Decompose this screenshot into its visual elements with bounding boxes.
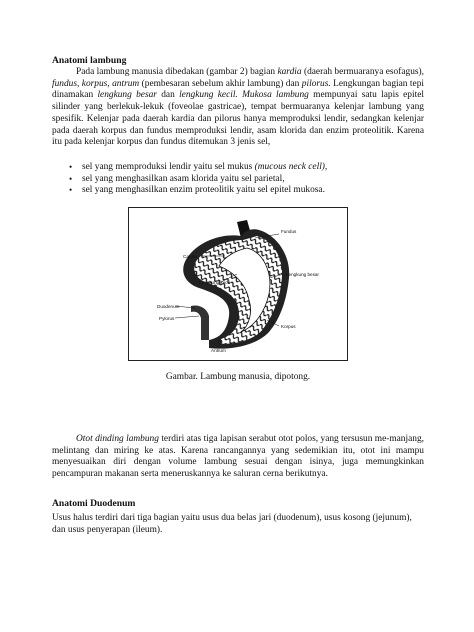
p1-text-1: Pada lambung manusia dibedakan (gambar 2) bagian: [76, 67, 278, 77]
label-fundus: Fundus: [281, 229, 297, 234]
stomach-illustration: [129, 208, 347, 360]
p1-text-4: Lengkungan bagian tepi dinamakan: [52, 78, 424, 101]
p1-text-5: dan: [156, 90, 180, 101]
label-korpus: Korpus: [281, 324, 296, 329]
p1-text-3: (pembesaran sebelum akhir lambung) dan: [139, 78, 302, 89]
p2-italic: Otot dinding lambung: [76, 434, 159, 444]
label-lengkung-kecil: Lengkung kecil: [199, 280, 230, 285]
p1-fundus: fundus, korpus, antrum: [52, 78, 140, 89]
p1-lengkung-kecil: lengkung kecil. Mukosa lambung: [179, 90, 309, 101]
stomach-figure: [128, 207, 348, 361]
paragraph-otot: [52, 434, 424, 481]
duodenum-shape: [191, 305, 209, 340]
p1-kardia: kardia: [277, 67, 302, 77]
bullet-icon: •: [69, 185, 73, 196]
p2-text: terdiri atas tiga lapisan serabut otot polos, yang tersusun me-manjang, melintang dan miring ke atas. Karena rancangannya yang sedemikian itu, otot ini mampu menyesuaikan diri dengan volume lambung sesuai dengan isinya, juga memungkinkan pencampuran makanan serta meneruskannya ke saluran cerna berikutnya.: [52, 434, 424, 480]
list-item: • sel yang menghasilkan enzim proteolitik yaitu sel epitel mukosa.: [69, 185, 325, 196]
label-antrum: Antrum: [211, 348, 226, 353]
figure-caption: Gambar. Lambung manusia, dipotong.: [165, 372, 311, 382]
heading-anatomi-duodenum: Anatomi Duodenum: [52, 498, 136, 509]
p1-pilorus: pilorus.: [301, 78, 331, 89]
list-item: • sel yang memproduksi lendir yaitu sel mukus (mucous neck cell),: [69, 162, 328, 172]
p1-lengkung-besar: lengkung besar: [97, 90, 157, 101]
paragraph-lambung: [52, 67, 424, 149]
bullet-icon: •: [69, 162, 73, 172]
label-pylorus: Pylorus: [159, 316, 175, 321]
paragraph-duodenum: Usus halus terdiri dari tiga bagian yaitu usus dua belas jari (duodenum), usus kosong (jejunum), dan usus penyerapan (ileum).: [52, 513, 412, 535]
label-lengkung-besar: Lengkung besar: [286, 272, 319, 277]
label-cardia: Cardia: [183, 254, 197, 259]
p1-text-2: (daerah bermuaranya esofagus),: [301, 67, 424, 77]
label-duodenum: Duodenum: [157, 304, 180, 309]
bullet-icon: •: [69, 173, 73, 184]
p1-text-6: mempunyai satu lapis epitel silinder yang berlekuk-lekuk (foveolae gastricae), tempat bermuaranya kelenjar lambung yang spesifik. Kelenjar pada daerah kardia dan pilorus hanya memproduksi lendir, sedangkan kelenjar pada daerah korpus dan fundus memproduksi lendir, asam klorida dan enzim proteolitik. Karena itu pada kelenjar korpus dan fundus ditemukan 3 jenis sel,: [52, 90, 424, 148]
list-item: • sel yang menghasilkan asam klorida yaitu sel parietal,: [69, 173, 285, 184]
cell-type-list: [52, 162, 424, 197]
heading-anatomi-lambung: Anatomi lambung: [52, 55, 127, 66]
